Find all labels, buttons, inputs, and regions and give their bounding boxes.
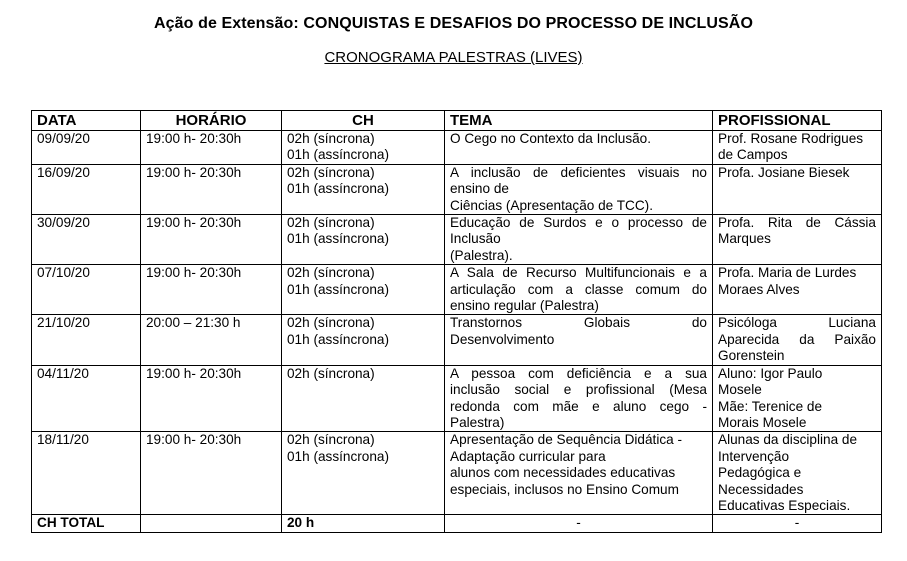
cell-profissional [713, 131, 882, 165]
cell-horario: 19:00 h- 20:30h [141, 432, 282, 515]
cell-profissional-line: Morais Mosele [718, 414, 807, 430]
cell-profissional-line: Profa. Rita de Cássia [718, 215, 876, 231]
cell-tema-line: Apresentação de Sequência Didática - [450, 432, 682, 448]
cell-profissional [713, 215, 882, 265]
cell-data: 18/11/20 [32, 432, 141, 515]
cell-horario: 19:00 h- 20:30h [141, 131, 282, 165]
cell-tema-line: Ciências (Apresentação de TCC). [450, 197, 653, 213]
cell-ch [282, 432, 445, 515]
cell-tema-line: redonda com mãe e aluno cego - [450, 398, 707, 414]
cell-tema-line: Adaptação curricular para [450, 448, 606, 464]
cell-profissional-line: Intervenção [718, 448, 790, 464]
table-header-row [32, 111, 882, 131]
cell-tema-line: Educação de Surdos e o processo de [450, 215, 707, 231]
cell-profissional-line: Profa. Josiane Biesek [718, 164, 850, 180]
table-row [32, 131, 882, 165]
cell-horario: 19:00 h- 20:30h [141, 164, 282, 214]
cell-ch [282, 315, 445, 365]
cell-profissional-line: Necessidades [718, 481, 804, 497]
cell-ch-line: 01h (assíncrona) [287, 281, 390, 297]
cell-profissional-line: de Campos [718, 147, 788, 163]
cell-profissional-line: Psicóloga Luciana [718, 315, 876, 331]
cell-tema [445, 215, 713, 265]
cell-tema-line: alunos com necessidades educativas [450, 465, 676, 481]
cell-profissional-line: Mãe: Terenice de [718, 398, 823, 414]
cell-ch-line: 02h (síncrona) [287, 265, 375, 281]
cell-profissional-line: Prof. Rosane Rodrigues [718, 131, 864, 146]
table-row [32, 215, 882, 265]
cell-ch-line: 01h (assíncrona) [287, 147, 390, 163]
cell-ch-line: 01h (assíncrona) [287, 231, 390, 247]
cell-tema-line: Palestra) [450, 414, 505, 430]
table-row [32, 432, 882, 515]
cell-profissional-line: Marques [718, 231, 771, 247]
cell-tema [445, 131, 713, 165]
cell-tema [445, 164, 713, 214]
cell-profissional-line: Aparecida da Paixão [718, 331, 876, 347]
cell-ch-line: 01h (assíncrona) [287, 448, 390, 464]
cell-ch [282, 265, 445, 315]
table-row [32, 265, 882, 315]
cell-tema-line: A pessoa com deficiência e a sua [450, 365, 707, 381]
cell-horario: 19:00 h- 20:30h [141, 265, 282, 315]
cell-profissional [713, 315, 882, 365]
cell-data: 30/09/20 [32, 215, 141, 265]
cell-ch [282, 164, 445, 214]
cell-profissional-line: Pedagógica e [718, 465, 802, 481]
cell-profissional-line: Moraes Alves [718, 281, 800, 297]
document-subtitle: CRONOGRAMA PALESTRAS (LIVES) [324, 49, 583, 66]
header-ch: CH [282, 111, 445, 131]
cell-profissional-line: Gorenstein [718, 348, 785, 364]
cell-tema-line: O Cego no Contexto da Inclusão. [450, 131, 652, 146]
cell-ch-line: 01h (assíncrona) [287, 331, 390, 347]
header-horario: HORÁRIO [141, 111, 282, 131]
cell-profissional-line: Educativas Especiais. [718, 497, 851, 513]
cell-profissional-line: Mosele [718, 382, 762, 398]
cell-data: 16/09/20 [32, 164, 141, 214]
cell-data: 04/11/20 [32, 365, 141, 432]
cell-tema [445, 315, 713, 365]
cell-ch-line: 02h (síncrona) [287, 315, 375, 331]
total-label: CH TOTAL [32, 515, 141, 532]
cell-profissional [713, 432, 882, 515]
cell-profissional [713, 365, 882, 432]
cell-data: 07/10/20 [32, 265, 141, 315]
cell-ch [282, 215, 445, 265]
cell-ch-line: 02h (síncrona) [287, 131, 375, 146]
table-row [32, 365, 882, 432]
cell-ch [282, 365, 445, 432]
cell-tema [445, 432, 713, 515]
cell-data: 09/09/20 [32, 131, 141, 165]
cell-profissional [713, 164, 882, 214]
cell-horario: 19:00 h- 20:30h [141, 215, 282, 265]
document-title: Ação de Extensão: CONQUISTAS E DESAFIOS DO PROCESSO DE INCLUSÃO [154, 15, 753, 32]
cell-horario: 20:00 – 21:30 h [141, 315, 282, 365]
cell-ch-line: 02h (síncrona) [287, 365, 375, 381]
total-horario [141, 515, 282, 532]
total-ch: 20 h [282, 515, 445, 532]
cell-profissional-line: Alunas da disciplina de [718, 432, 858, 448]
cell-tema-line: (Palestra). [450, 247, 513, 263]
cell-ch-line: 02h (síncrona) [287, 215, 375, 231]
cell-profissional-line: Aluno: Igor Paulo [718, 365, 823, 381]
total-row [32, 515, 882, 532]
cell-data: 21/10/20 [32, 315, 141, 365]
cell-tema-line: Transtornos Globais do [450, 315, 707, 331]
schedule-table [31, 110, 882, 533]
total-tema: - [445, 515, 713, 532]
header-data: DATA [32, 111, 141, 131]
cell-tema-line: A inclusão de deficientes visuais no [450, 164, 707, 180]
cell-horario: 19:00 h- 20:30h [141, 365, 282, 432]
cell-tema-line: inclusão social e profissional (Mesa [450, 382, 707, 398]
table-row [32, 315, 882, 365]
cell-tema-line: A Sala de Recurso Multifuncionais e a [450, 265, 707, 281]
cell-tema-line: articulação com a classe comum do [450, 281, 707, 297]
cell-ch-line: 02h (síncrona) [287, 164, 375, 180]
cell-profissional-line: Profa. Maria de Lurdes [718, 265, 857, 281]
cell-ch [282, 131, 445, 165]
cell-tema-line: Desenvolvimento [450, 331, 555, 347]
header-profissional: PROFISSIONAL [713, 111, 882, 131]
cell-tema [445, 365, 713, 432]
cell-tema-line: Inclusão [450, 231, 501, 247]
header-tema: TEMA [445, 111, 713, 131]
cell-tema [445, 265, 713, 315]
cell-tema-line: ensino regular (Palestra) [450, 298, 599, 314]
cell-ch-line: 02h (síncrona) [287, 432, 375, 448]
total-profissional: - [713, 515, 882, 532]
cell-ch-line: 01h (assíncrona) [287, 181, 390, 197]
table-row [32, 164, 882, 214]
cell-profissional [713, 265, 882, 315]
cell-tema-line: ensino de [450, 181, 509, 197]
cell-tema-line: especiais, inclusos no Ensino Comum [450, 481, 679, 497]
